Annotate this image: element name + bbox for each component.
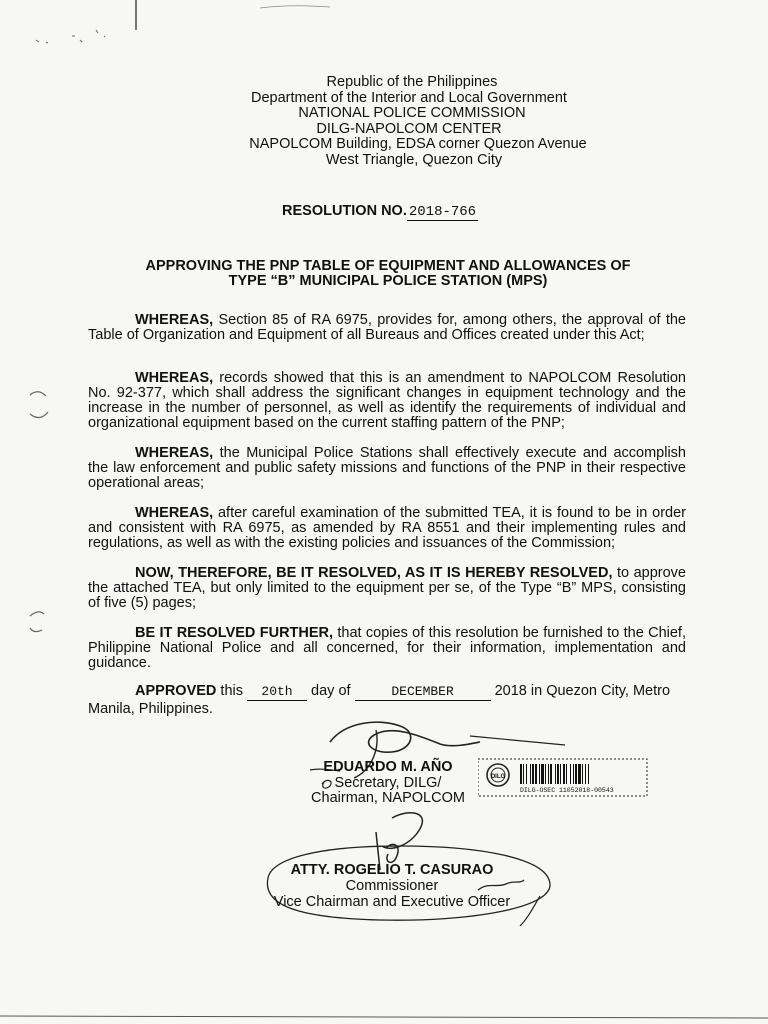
- paragraph-text: the Municipal Police Stations shall effectively execute and accomplish the law enforcement and public safety missions and functions of the PNP in their respective operational areas;: [88, 445, 686, 491]
- paragraph-lead: WHEREAS,: [135, 505, 214, 521]
- letterhead-building: NAPOLCOM Building, EDSA corner Quezon Avenue: [249, 136, 587, 152]
- letterhead-country: Republic of the Philippines: [326, 74, 498, 90]
- seal-text: DILG: [490, 774, 506, 780]
- approval-text: 2018 in Quezon City, Metro Manila, Philippines.: [88, 683, 671, 717]
- paragraph-text: that copies of this resolution be furnished to the Chief, Philippine National Police and all concerned, for their information, implementation and guidance.: [88, 625, 686, 671]
- signatory-2-name: ATTY. ROGELIO T. CASURAO: [290, 862, 494, 878]
- signatory-2-title-1: Commissioner: [345, 878, 439, 894]
- signatory-2: [262, 862, 522, 910]
- approval-text: day of: [307, 683, 355, 699]
- stamp-code: DILG-OSEC 11052018-00543: [520, 787, 614, 794]
- paragraph-lead: WHEREAS,: [135, 312, 214, 328]
- title-line-2: TYPE “B” MUNICIPAL POLICE STATION (MPS): [228, 273, 548, 289]
- paragraph-lead: NOW, THEREFORE, BE IT RESOLVED, AS IT IS HEREBY RESOLVED,: [135, 565, 613, 581]
- approval-day: 20th: [247, 683, 307, 701]
- approved-label: APPROVED: [135, 683, 217, 699]
- paragraph-lead: WHEREAS,: [135, 370, 214, 386]
- title-line-1: APPROVING THE PNP TABLE OF EQUIPMENT AND ALLOWANCES OF: [145, 258, 631, 274]
- paragraph-lead: BE IT RESOLVED FURTHER,: [135, 625, 334, 641]
- paragraph-text: Section 85 of RA 6975, provides for, among others, the approval of the Table of Organization and Equipment of all Bureaus and Offices created under this Act;: [88, 312, 686, 343]
- signatory-1-title-2: Chairman, NAPOLCOM: [311, 790, 465, 806]
- signatory-1-title-1: Secretary, DILG/: [334, 774, 442, 791]
- paragraph-text: after careful examination of the submitted TEA, it is found to be in order and consistent with RA 6975, as amended by RA 8551 and their implementing rules and regulations, as well as with the existing policies and issuances of the Commission;: [88, 505, 686, 551]
- letterhead-commission: NATIONAL POLICE COMMISSION: [298, 105, 526, 121]
- approval-month: DECEMBER: [355, 683, 491, 701]
- resolution-label: RESOLUTION NO.: [282, 203, 407, 219]
- approval-text: this: [216, 683, 248, 699]
- letterhead-center: DILG-NAPOLCOM CENTER: [316, 120, 502, 137]
- paragraph-text: to approve the attached TEA, but only limited to the equipment per se, of the Type “B” MPS, consisting of five (5) pages;: [88, 565, 686, 611]
- paragraph-text: records showed that this is an amendment to NAPOLCOM Resolution No. 92-377, which shall address the significant changes in equipment technology and the increase in the number of personnel, as well as identify the requirements of individual and organizational equipment based on the current staffing pattern of the PNP;: [88, 370, 686, 431]
- resolution-number-value: 2018-766: [408, 204, 477, 220]
- signatory-1-name: EDUARDO M. AÑO: [323, 759, 453, 775]
- letterhead-city: West Triangle, Quezon City: [325, 151, 503, 168]
- letterhead-department: Department of the Interior and Local Government: [251, 89, 567, 106]
- paragraph-lead: WHEREAS,: [135, 445, 214, 461]
- signatory-2-title-2: Vice Chairman and Executive Officer: [273, 894, 511, 910]
